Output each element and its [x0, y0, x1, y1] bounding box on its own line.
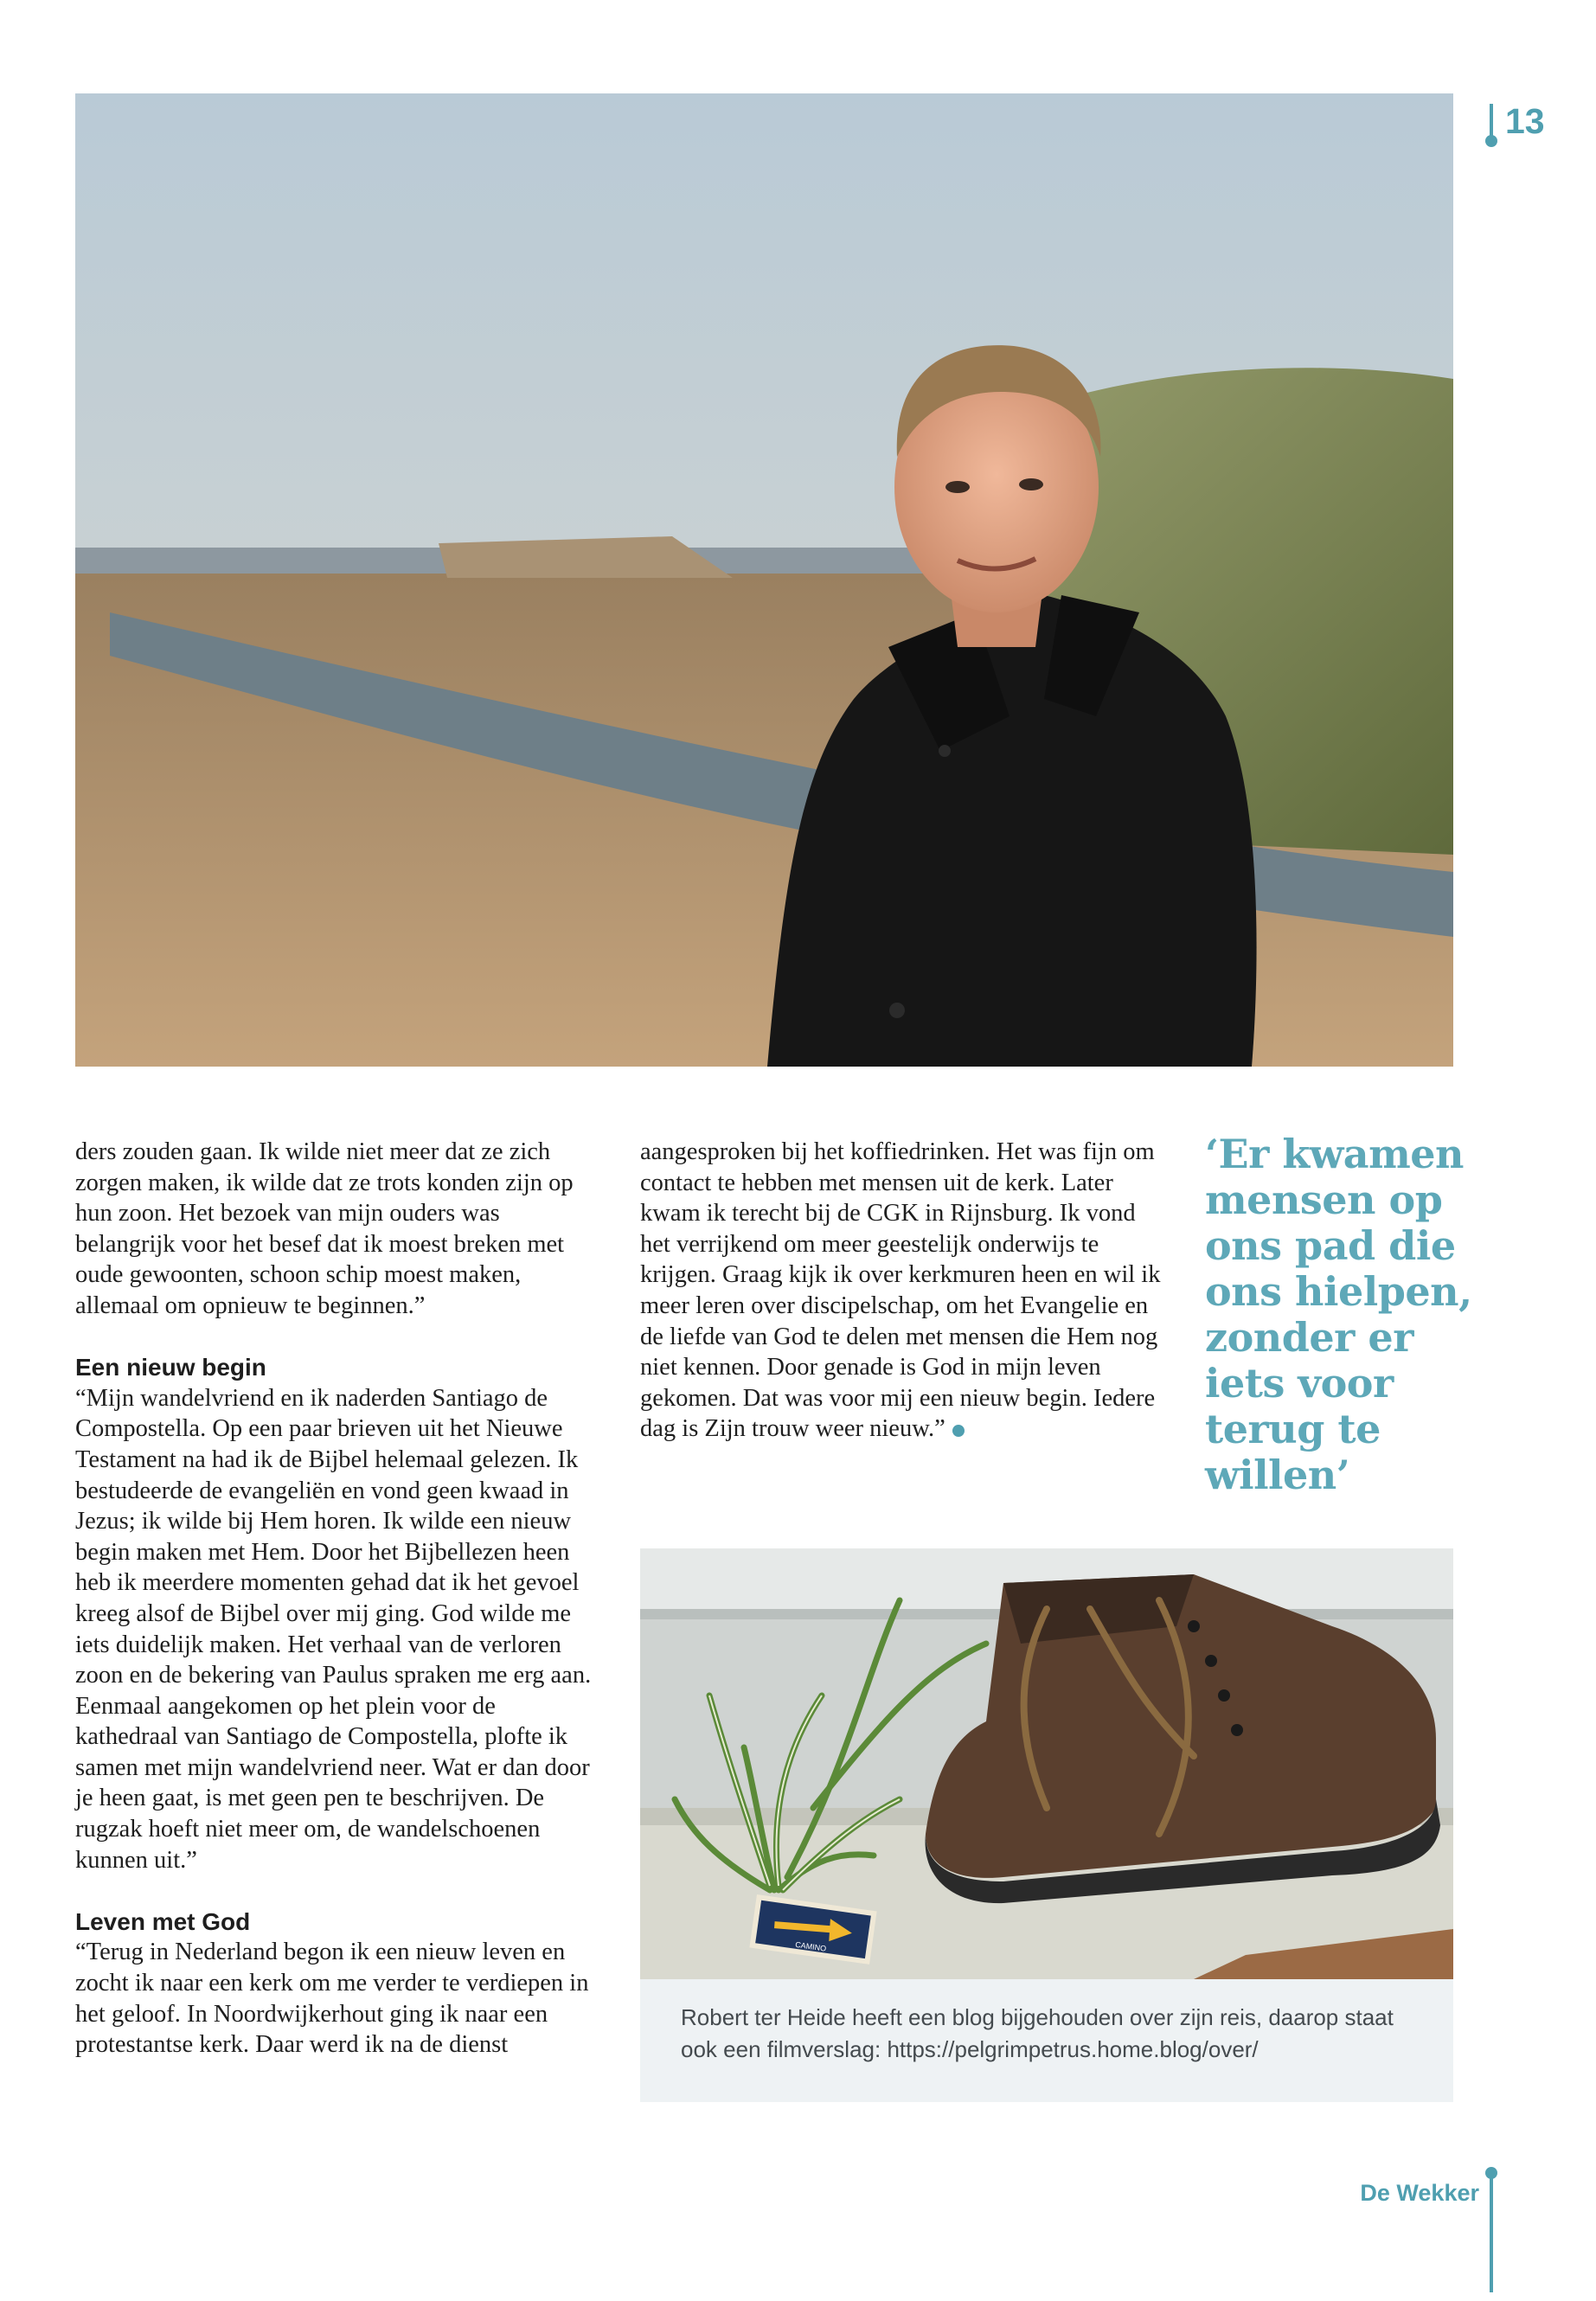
magazine-name: De Wekker: [1360, 2180, 1479, 2206]
article-paragraph: [640, 1137, 1168, 1445]
section-heading-life-with-god: Leven met God: [75, 1907, 251, 1935]
pull-quote: ‘Er kwamen mensen op ons pad die ons hielpen, zonder er iets voor terug te willen’: [1205, 1131, 1472, 1498]
boot-photo: [640, 1548, 1453, 1979]
hiking-boot-plant-illustration: [640, 1548, 1453, 1979]
hero-photo: [75, 93, 1453, 1067]
bottom-divider-dot: [1485, 2167, 1497, 2179]
man-on-beach-illustration: [75, 93, 1453, 1067]
section-heading-new-beginning: Een nieuw begin: [75, 1354, 266, 1381]
article-paragraph: “Terug in Nederland begon ik een nieuw leven en zocht ik naar een kerk om me verder te verdiepen in het geloof. In Noordwijkerhout ging ik naar een protestantse kerk. Daar werd ik na de dienst: [75, 1939, 589, 2059]
top-divider-dot: [1485, 135, 1497, 147]
article-paragraph: ders zouden gaan. Ik wilde niet meer dat ze zich zorgen maken, ik wilde dat ze trots konden zijn op hun zoon. Het bezoek van mijn ouders was belangrijk voor het besef dat ik moest breken met oude gewoonten, schoon schip moest maken, allemaal om opnieuw te beginnen.”: [75, 1138, 574, 1319]
page-number: 13: [1505, 101, 1545, 141]
article-column-middle: [640, 1137, 1168, 1445]
article-column-left: [75, 1137, 603, 2061]
photo-caption: Robert ter Heide heeft een blog bijgehouden over zijn reis, daarop staat ook een filmverslag: https://pelgrimpetrus.home.blog/over/: [681, 2004, 1394, 2062]
end-of-article-dot: [952, 1425, 965, 1437]
photo-caption-box: [640, 1979, 1453, 2102]
tile-lettering: CAMINO: [794, 1939, 827, 1953]
article-paragraph: “Mijn wandelvriend en ik naderden Santiago de Compostella. Op een paar brieven uit het Nieuwe Testament na had ik de Bijbel helemaal gelezen. Ik bestudeerde de evangeliën en vond geen kwaad in Jezus; ik wilde bij Hem horen. Ik wilde een nieuw begin maken met Hem. Door het Bijbellezen heen heb ik meerdere momenten gehad dat ik het gevoel kreeg alsof de Bijbel over mij ging. God wilde me iets duidelijk maken. Het verhaal van de verloren zoon en de bekering van Paulus spraken me erg aan. Eenmaal aangekomen op het plein voor de kathedraal van Santiago de Compostella, plofte ik samen met mijn wandelvriend neer. Wat er dan door je heen gaat, is met geen pen te beschrijven. De rugzak hoeft niet meer om, de wandelschoenen kunnen uit.”: [75, 1384, 592, 1874]
article-paragraph-text: aangesproken bij het koffiedrinken. Het was fijn om contact te hebben met mensen uit de kerk. Later kwam ik terecht bij de CGK in Rijnsburg. Ik vond het verrijkend om meer geestelijk onderwijs te krijgen. Graag kijk ik over kerkmuren heen en wil ik meer leren over discipelschap, om het Evangelie en de liefde van God te delen met mensen die Hem nog niet kennen. Door genade is God in mijn leven gekomen. Dat was voor mij een nieuw begin. Iedere dag is Zijn trouw weer nieuw.”: [640, 1138, 1161, 1443]
bottom-divider-rule: [1490, 2171, 1493, 2292]
